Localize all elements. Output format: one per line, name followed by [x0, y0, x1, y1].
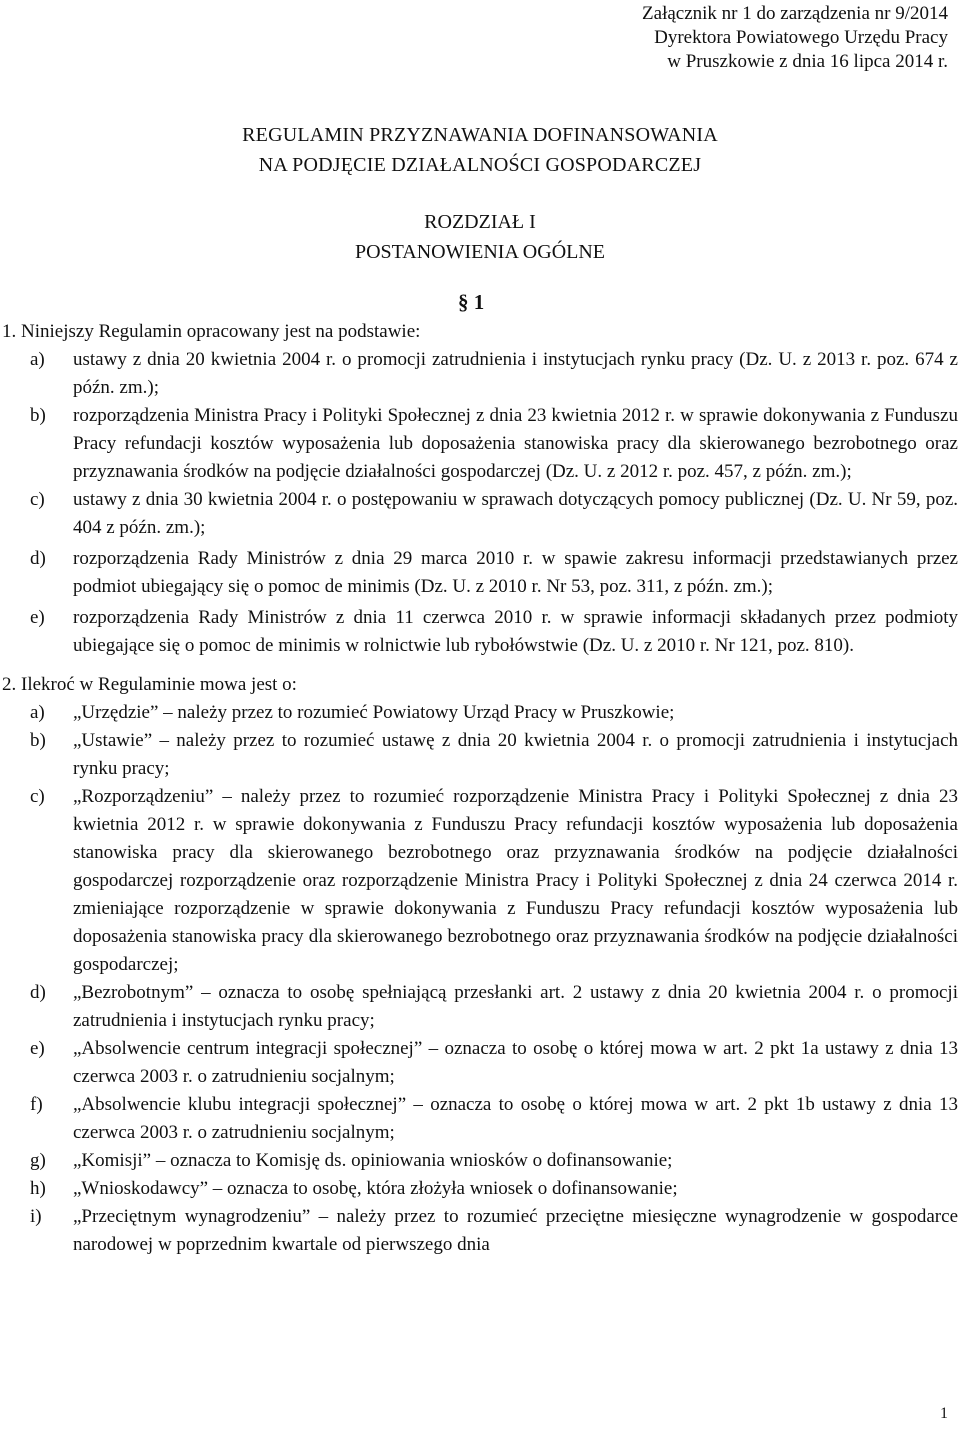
document-body — [2, 318, 958, 1259]
point-2-intro: Ilekroć w Regulaminie mowa jest o: — [21, 674, 297, 695]
title-line-2: NA PODJĘCIE DZIAŁALNOŚCI GOSPODARCZEJ — [258, 154, 702, 176]
list-item-label: e) — [30, 607, 45, 628]
attachment-header — [642, 2, 948, 74]
list-item — [30, 346, 958, 402]
definition-item-text: „Komisji” – oznacza to Komisję ds. opiniowania wniosków o dofinansowanie; — [73, 1150, 673, 1171]
definition-item-label: g) — [30, 1150, 46, 1171]
list-item-text: rozporządzenia Rady Ministrów z dnia 11 czerwca 2010 r. w sprawie informacji składanych przez podmioty ubiegające się o pomoc de minimis w rolnictwie lub rybołówstwie (Dz. U. z 2010 r. Nr 121, poz. 810). — [73, 607, 958, 656]
list-item-label: d) — [30, 548, 46, 569]
list-item — [30, 545, 958, 601]
list-item — [30, 402, 958, 486]
list-item-text: ustawy z dnia 30 kwietnia 2004 r. o postępowaniu w sprawach dotyczących pomocy publicznej (Dz. U. Nr 59, poz. 404 z późn. zm.); — [73, 489, 958, 538]
definition-item — [30, 1035, 958, 1091]
definition-item-text: „Urzędzie” – należy przez to rozumieć Powiatowy Urząd Pracy w Pruszkowie; — [73, 702, 675, 723]
chapter-number: ROZDZIAŁ I — [424, 211, 536, 233]
point-2 — [2, 671, 958, 699]
definition-item-text: „Absolwencie centrum integracji społecznej” – oznacza to osobę o której mowa w art. 2 pkt 1a ustawy z dnia 13 czerwca 2003 r. o zatrudnieniu socjalnym; — [73, 1038, 958, 1087]
definition-item — [30, 699, 958, 727]
header-line-2: Dyrektora Powiatowego Urzędu Pracy — [654, 27, 948, 48]
definition-item — [30, 1091, 958, 1147]
chapter-title: POSTANOWIENIA OGÓLNE — [354, 241, 606, 263]
definition-item-label: h) — [30, 1178, 46, 1199]
definition-item-text: „Ustawie” – należy przez to rozumieć ustawę z dnia 20 kwietnia 2004 r. o promocji zatrudnienia i instytucjach rynku pracy; — [73, 730, 958, 779]
list-item-text: ustawy z dnia 20 kwietnia 2004 r. o promocji zatrudnienia i instytucjach rynku pracy (Dz. U. z 2013 r. poz. 674 z późn. zm.); — [73, 349, 958, 398]
definition-item-label: f) — [30, 1094, 43, 1115]
definition-item — [30, 727, 958, 783]
list-item-label: a) — [30, 349, 45, 370]
definition-item — [30, 979, 958, 1035]
list-item — [30, 604, 958, 660]
chapter-heading — [0, 207, 960, 267]
definition-item-text: „Absolwencie klubu integracji społecznej” – oznacza to osobę o której mowa w art. 2 pkt 1b ustawy z dnia 13 czerwca 2003 r. o zatrudnieniu socjalnym; — [73, 1094, 958, 1143]
definition-item-label: e) — [30, 1038, 45, 1059]
list-item-text: rozporządzenia Ministra Pracy i Polityki Społecznej z dnia 23 kwietnia 2012 r. w sprawie dokonywania z Funduszu Pracy refundacji kosztów wyposażenia lub doposażenia stanowiska pracy dla skierowanego bezrobotnego oraz przyznawania środków na podjęcie działalności gospodarczej (Dz. U. z 2012 r. poz. 457, z późn. zm.); — [73, 405, 958, 482]
definition-item-label: d) — [30, 982, 46, 1003]
point-1-intro: Niniejszy Regulamin opracowany jest na podstawie: — [21, 321, 421, 342]
definition-item — [30, 1147, 958, 1175]
point-1-label: 1. — [2, 321, 17, 342]
point-2-label: 2. — [2, 674, 17, 695]
section-heading: § 1 — [458, 290, 485, 314]
definition-item-text: „Wnioskodawcy” – oznacza to osobę, która złożyła wniosek o dofinansowanie; — [73, 1178, 678, 1199]
page-number: 1 — [940, 1405, 948, 1422]
title-line-1: REGULAMIN PRZYZNAWANIA DOFINANSOWANIA — [242, 124, 718, 146]
definition-item — [30, 1175, 958, 1203]
definition-item-text: „Przeciętnym wynagrodzeniu” – należy przez to rozumieć przeciętne miesięczne wynagrodzenie w gospodarce narodowej w poprzednim kwartale od pierwszego dnia — [73, 1206, 958, 1255]
definition-item — [30, 1203, 958, 1259]
point-1 — [2, 318, 958, 346]
definition-item — [30, 783, 958, 979]
definition-item-text: „Bezrobotnym” – oznacza to osobę spełniającą przesłanki art. 2 ustawy z dnia 20 kwietnia 2004 r. o promocji zatrudnienia i instytucjach rynku pracy; — [73, 982, 958, 1031]
list-item-label: c) — [30, 489, 45, 510]
header-line-3: w Pruszkowie z dnia 16 lipca 2014 r. — [667, 51, 948, 72]
definition-item-label: b) — [30, 730, 46, 751]
list-item-label: b) — [30, 405, 46, 426]
definition-item-label: a) — [30, 702, 45, 723]
list-item — [30, 486, 958, 542]
definition-item-label: c) — [30, 786, 45, 807]
list-item-text: rozporządzenia Rady Ministrów z dnia 29 marca 2010 r. w spawie zakresu informacji przedstawianych przez podmiot ubiegający się o pomoc de minimis (Dz. U. z 2010 r. Nr 53, poz. 311, z późn. zm.); — [73, 548, 958, 597]
definition-item-label: i) — [30, 1206, 42, 1227]
document-title — [0, 120, 960, 180]
header-line-1: Załącznik nr 1 do zarządzenia nr 9/2014 — [642, 3, 948, 24]
definition-item-text: „Rozporządzeniu” – należy przez to rozumieć rozporządzenie Ministra Pracy i Polityki Społecznej z dnia 23 kwietnia 2012 r. w sprawie dokonywania z Funduszu Pracy refundacji kosztów wyposażenia lub doposażenia stanowiska pracy dla skierowanego bezrobotnego oraz przyznawania środków na podjęcie działalności gospodarczej rozporządzenie oraz rozporządzenie Ministra Pracy i Polityki Społecznej z dnia 24 czerwca 2014 r. zmieniające rozporządzenie w sprawie dokonywania z Funduszu Pracy refundacji kosztów wyposażenia lub doposażenia stanowiska pracy dla skierowanego bezrobotnego oraz przyznawania środków na podjęcie działalności gospodarczej; — [73, 786, 958, 975]
